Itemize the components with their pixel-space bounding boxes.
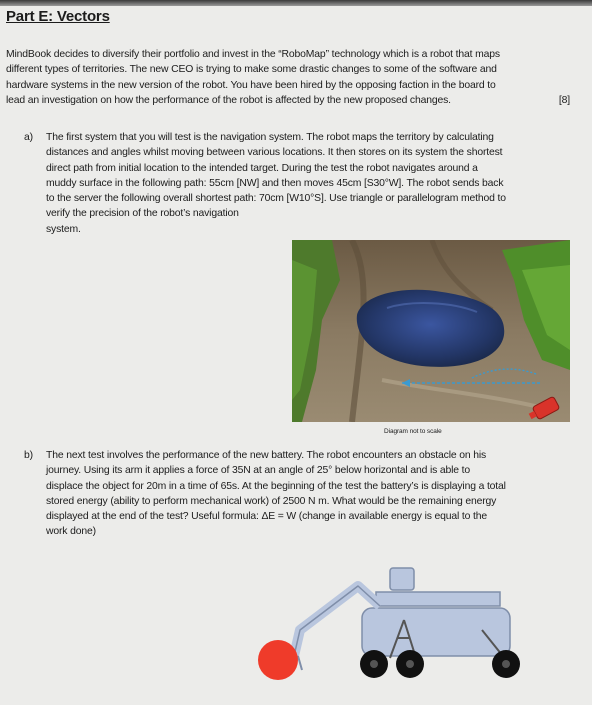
muddy-terrain-photo: [292, 240, 570, 422]
robot-arm-illustration: [250, 560, 530, 700]
question-b-line-2: journey. Using its arm it applies a force of 35N at an angle of 25° below horizontal and is able to: [46, 465, 471, 477]
question-a-line-7: system.: [46, 223, 81, 235]
question-a-line-4: muddy surface in the following path: 55cm [NW] and then moves 45cm [S30°W]. The robot sends back: [46, 177, 504, 189]
intro-line-2: different types of territories. The new CEO is trying to make some drastic changes to some of the software and: [6, 64, 497, 76]
question-b-line-6: work done): [46, 526, 96, 538]
question-a-line-3: direct path from initial location to the intended target. During the test the robot navigates around a: [46, 162, 478, 174]
question-a-line-6: verify the precision of the robot’s navigation: [46, 208, 239, 220]
intro-paragraph: [6, 47, 588, 108]
robot-body: [362, 608, 510, 656]
question-a-line-1: The first system that you will test is the navigation system. The robot maps the territory by calculating: [46, 132, 494, 143]
question-b-line-3: displace the object for 20m in a time of 65s. At the beginning of the test the battery’s is displaying a total: [46, 480, 506, 492]
question-b-label: b): [24, 450, 33, 461]
question-b-line-4: stored energy (ability to perform mechanical work) of 2500 N m. What would be the remaining energy: [46, 495, 497, 507]
intro-line-1: MindBook decides to diversify their portfolio and invest in the “RoboMap” technology which is a robot that maps: [6, 49, 500, 60]
question-b-text: [46, 448, 566, 540]
marks-label: [8]: [558, 94, 570, 106]
intro-line-3: hardware systems in the new version of the robot. You have been hired by the opposing faction in the board to: [6, 79, 496, 91]
question-a-line-2: distances and angles whilst moving between various locations. It then stores on its system the shortest: [46, 147, 503, 159]
diagram-caption: Diagram not to scale: [384, 428, 442, 435]
obstacle-ball: [258, 640, 298, 680]
top-edge-band: [0, 0, 592, 6]
question-a-line-5: to the server the following overall shortest path: 70cm [W10°S]. Use triangle or parallelogram method to: [46, 193, 506, 205]
question-a-label: a): [24, 132, 33, 143]
robot-head: [390, 568, 414, 590]
question-b-line-1: The next test involves the performance of the new battery. The robot encounters an obstacle on his: [46, 450, 487, 461]
intro-line-4: lead an investigation on how the performance of the robot is affected by the new proposed changes.: [6, 94, 451, 106]
page-heading: Part E: Vectors: [6, 8, 110, 25]
question-b-line-5: displayed at the end of the test? Useful formula: ΔE = W (change in available energy is equal to the: [46, 511, 488, 523]
question-a-text: [46, 130, 592, 237]
robot-top-plate: [376, 592, 500, 606]
